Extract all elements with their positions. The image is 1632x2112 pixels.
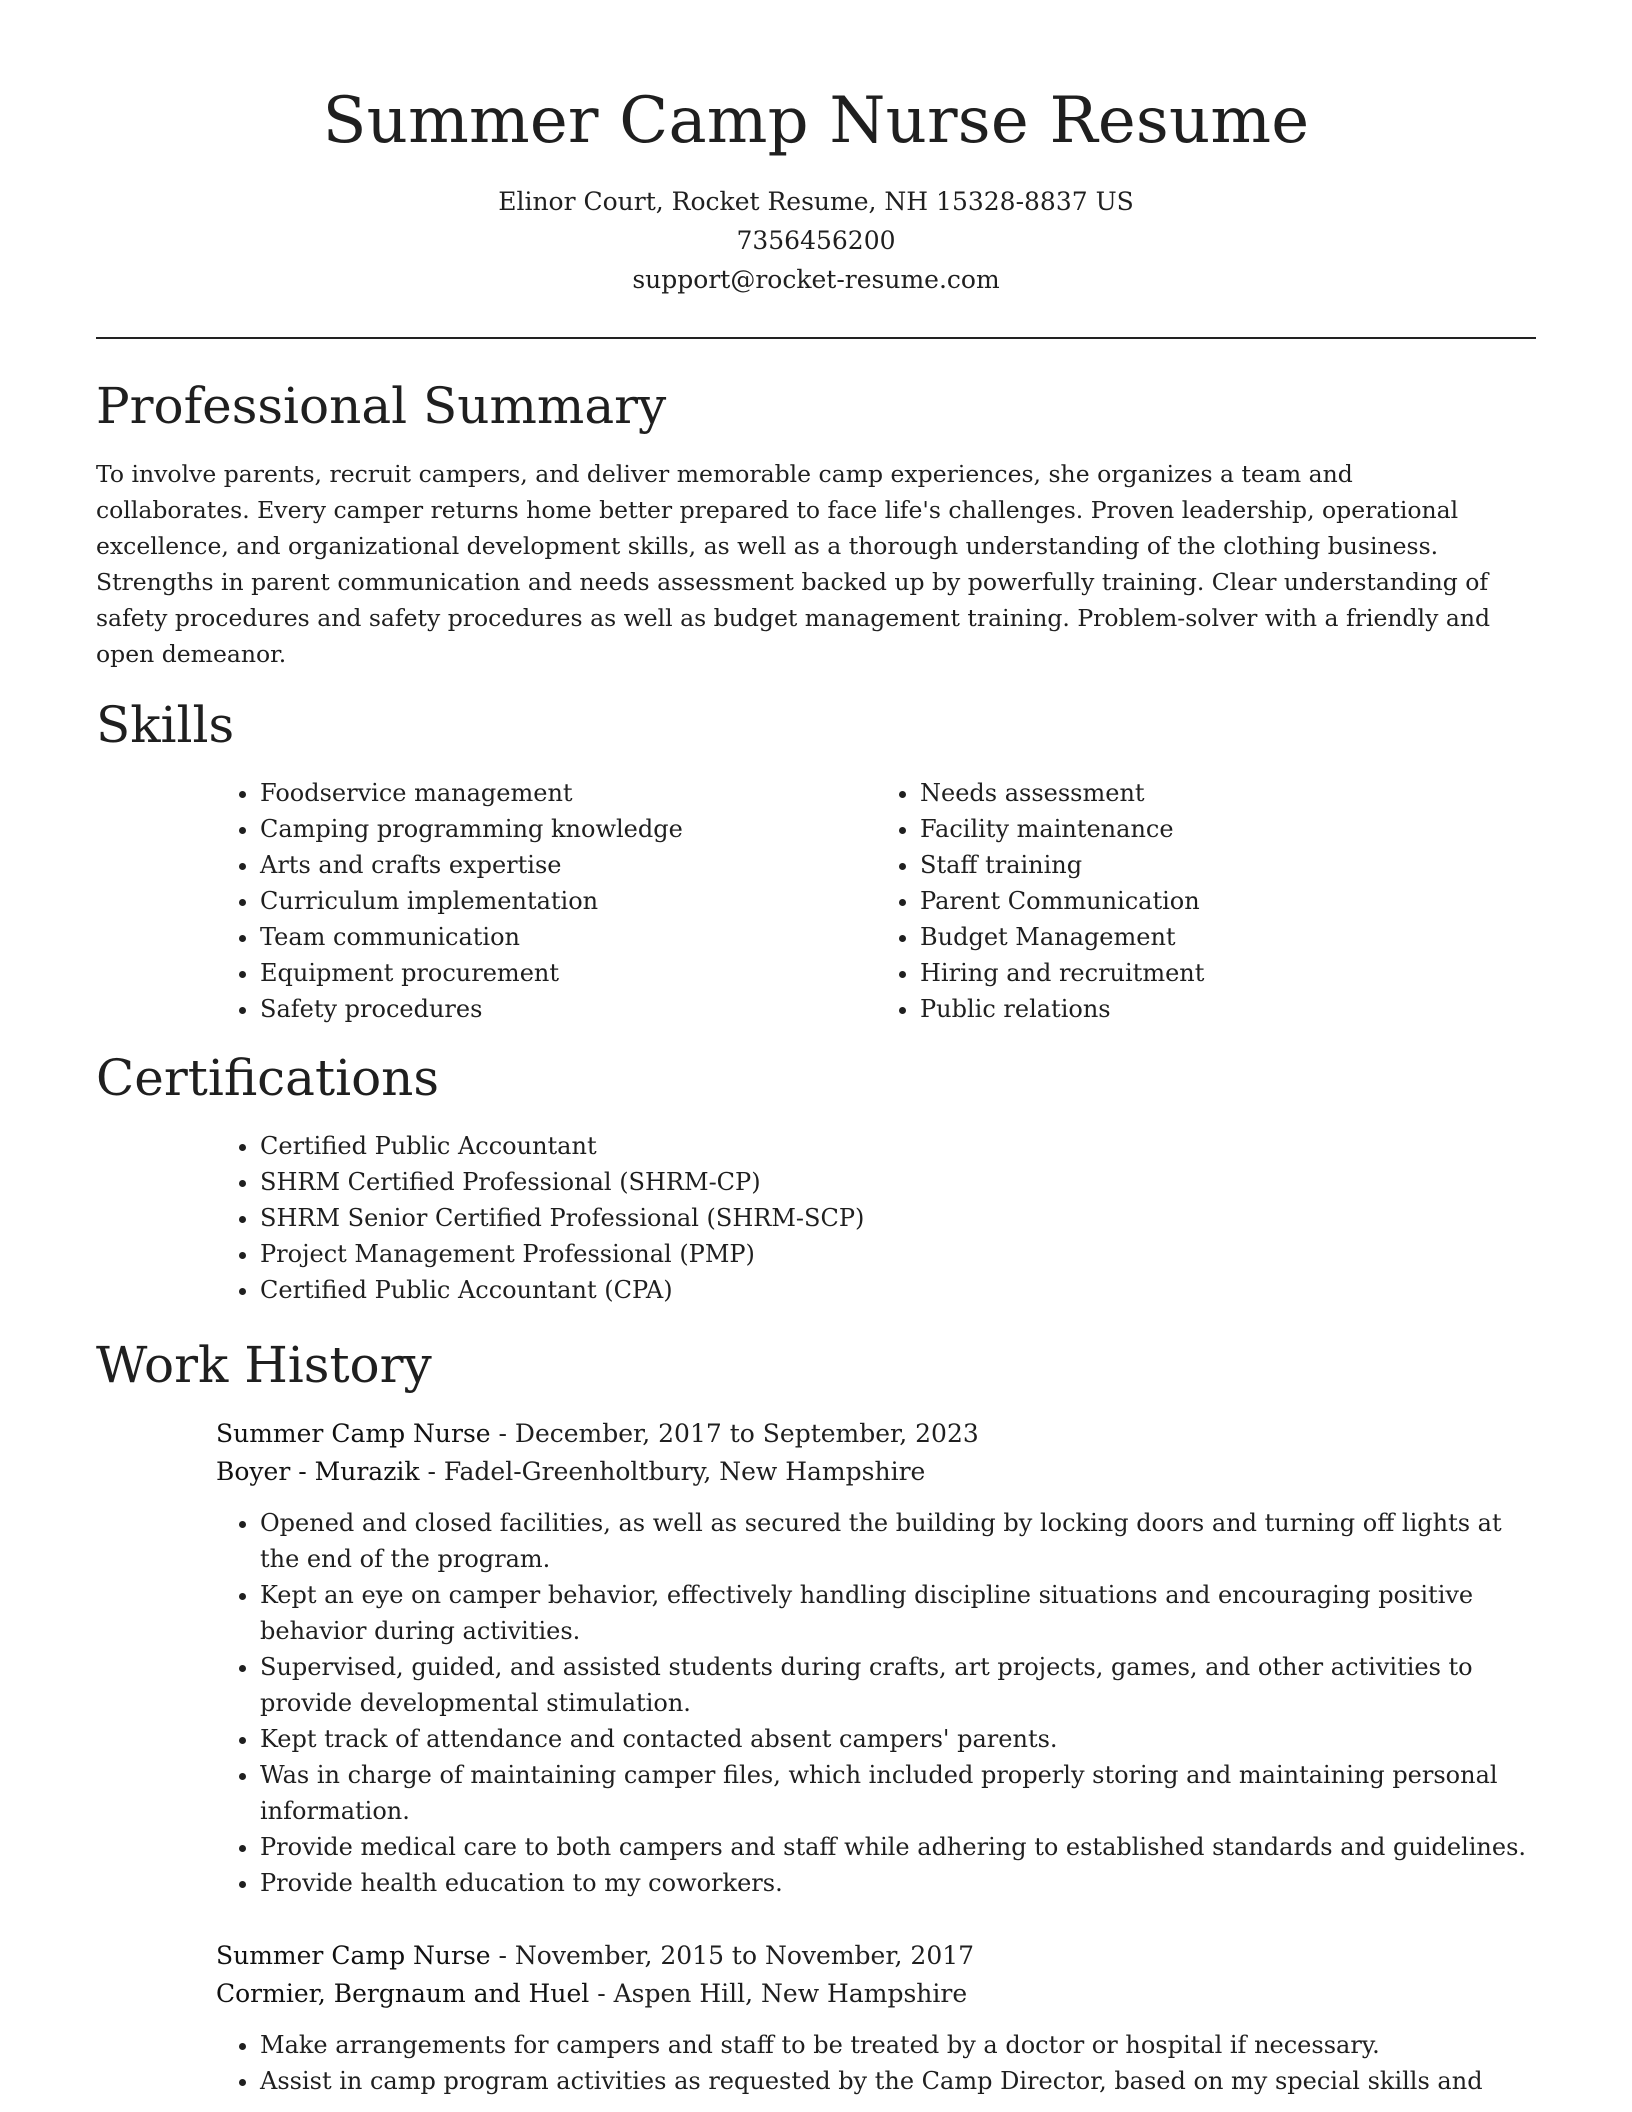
job-location: - Fadel-Greenholtbury, New Hampshire xyxy=(419,1457,926,1487)
job-title: Summer Camp Nurse xyxy=(216,1941,491,1971)
skill-item: • Public relations xyxy=(920,991,1536,1027)
contact-address: Elinor Court, Rocket Resume, NH 15328-8837 US xyxy=(498,187,1134,217)
certification-item: • Project Management Professional (PMP) xyxy=(260,1236,1536,1272)
skill-item: • Equipment procurement xyxy=(260,955,876,991)
skills-heading: Skills xyxy=(96,696,235,755)
job-location: - Aspen Hill, New Hampshire xyxy=(589,1979,968,2009)
certification-item: • SHRM Certified Professional (SHRM-CP) xyxy=(260,1164,1536,1200)
page-title: Summer Camp Nurse Resume xyxy=(322,84,1310,158)
job-duty: • Kept an eye on camper behavior, effectively handling discipline situations and encouraging positive behavior during activities. xyxy=(260,1577,1536,1649)
job-company: Boyer - Murazik xyxy=(216,1457,420,1487)
job-duty: • Kept track of attendance and contacted absent campers' parents. xyxy=(260,1721,1536,1757)
skill-item: • Hiring and recruitment xyxy=(920,955,1536,991)
skill-item: • Team communication xyxy=(260,919,876,955)
job-company: Cormier, Bergnaum and Huel xyxy=(216,1979,590,2009)
header-divider xyxy=(96,337,1536,339)
job-title-line xyxy=(216,1937,1536,1975)
certification-item: • Certified Public Accountant (CPA) xyxy=(260,1272,1536,1308)
job-company-line xyxy=(216,1975,1536,2013)
certifications-list xyxy=(216,1128,1536,1308)
skill-item: • Parent Communication xyxy=(920,883,1536,919)
summary-heading: Professional Summary xyxy=(96,377,667,436)
contact-phone: 7356456200 xyxy=(736,226,896,256)
skill-item: • Safety procedures xyxy=(260,991,876,1027)
contact-email: support@rocket-resume.com xyxy=(632,265,1000,295)
skill-item: • Needs assessment xyxy=(920,775,1536,811)
skill-item: • Budget Management xyxy=(920,919,1536,955)
job-duty: • Supervised, guided, and assisted students during crafts, art projects, games, and other activities to provide developmental stimulation. xyxy=(260,1649,1536,1721)
job-entry xyxy=(216,1415,1536,1901)
job-duty: • Was in charge of maintaining camper files, which included properly storing and maintaining personal information. xyxy=(260,1757,1536,1829)
skill-item: • Camping programming knowledge xyxy=(260,811,876,847)
skill-item: • Foodservice management xyxy=(260,775,876,811)
job-duty: • Opened and closed facilities, as well as secured the building by locking doors and turning off lights at the end of the program. xyxy=(260,1505,1536,1577)
certifications-heading: Certifications xyxy=(96,1049,440,1108)
skill-item: • Staff training xyxy=(920,847,1536,883)
skills-list-left xyxy=(216,775,876,1027)
job-duties xyxy=(216,2027,1536,2099)
certification-item: • SHRM Senior Certified Professional (SHRM-SCP) xyxy=(260,1200,1536,1236)
job-title: Summer Camp Nurse xyxy=(216,1419,491,1449)
job-duties xyxy=(216,1505,1536,1901)
job-dates: - December, 2017 to September, 2023 xyxy=(490,1419,979,1449)
job-duty: • Provide medical care to both campers and staff while adhering to established standards and guidelines. xyxy=(260,1829,1536,1865)
resume-header xyxy=(96,0,1536,299)
job-entry xyxy=(216,1937,1536,2099)
skills-grid xyxy=(216,775,1536,1027)
job-duty: • Provide health education to my coworkers. xyxy=(260,1865,1536,1901)
job-duty: • Make arrangements for campers and staff to be treated by a doctor or hospital if necessary. xyxy=(260,2027,1536,2063)
skill-item: • Arts and crafts expertise xyxy=(260,847,876,883)
job-company-line xyxy=(216,1453,1536,1491)
work-history-heading: Work History xyxy=(96,1336,432,1395)
summary-text: To involve parents, recruit campers, and deliver memorable camp experiences, she organizes a team and collaborates. Every camper returns home better prepared to face life's challenges. Proven leadership, operational excellence, and organizational development skills, as well as a thorough understanding of the clothing business. Strengths in parent communication and needs assessment backed up by powerfully training. Clear understanding of safety procedures and safety procedures as well as budget management training. Problem-solver with a friendly and open demeanor. xyxy=(96,460,1491,669)
skill-item: • Curriculum implementation xyxy=(260,883,876,919)
job-title-line xyxy=(216,1415,1536,1453)
skills-list-right xyxy=(876,775,1536,1027)
job-duty: • Assist in camp program activities as requested by the Camp Director, based on my special skills and xyxy=(260,2063,1536,2099)
job-dates: - November, 2015 to November, 2017 xyxy=(490,1941,975,1971)
skill-item: • Facility maintenance xyxy=(920,811,1536,847)
certification-item: • Certified Public Accountant xyxy=(260,1128,1536,1164)
